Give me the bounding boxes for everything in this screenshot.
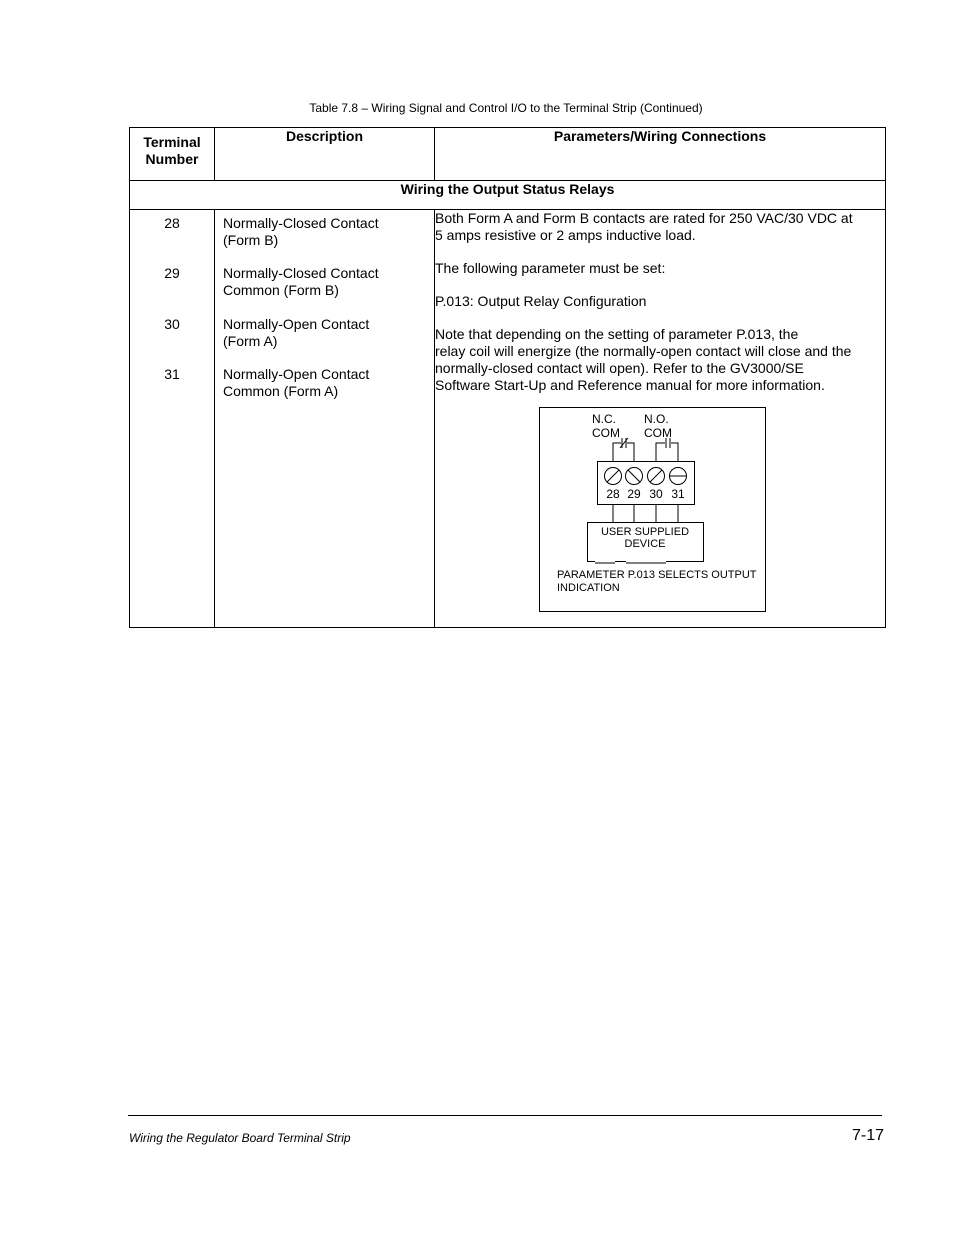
nc-com-label: COM	[592, 426, 620, 440]
header-parameters: Parameters/Wiring Connections	[435, 128, 886, 181]
description-line: Normally-Closed Contact	[223, 215, 379, 231]
description-line: Common (Form B)	[223, 282, 339, 298]
terminal-label-29: 29	[627, 487, 641, 501]
note-paragraph	[435, 326, 885, 394]
section-row	[130, 181, 886, 210]
device-internal-lines	[595, 562, 666, 564]
nc-label: N.C.	[592, 412, 616, 426]
text-line: normally-closed contact will open). Refer to the GV3000/SE	[435, 360, 804, 376]
header-row	[130, 128, 886, 181]
description-item	[223, 215, 423, 249]
table-caption: Table 7.8 – Wiring Signal and Control I/O to the Terminal Strip (Continued)	[309, 101, 703, 115]
description-line: (Form A)	[223, 333, 278, 349]
parameter-intro: The following parameter must be set:	[435, 260, 666, 276]
page-number: 7-17	[852, 1127, 885, 1144]
no-label: N.O.	[644, 412, 669, 426]
section-title: Wiring the Output Status Relays	[130, 181, 886, 210]
description-line: Common (Form A)	[223, 383, 339, 399]
description-line: (Form B)	[223, 232, 279, 248]
text-line: Both Form A and Form B contacts are rated for 250 VAC/30 VDC at	[435, 210, 853, 226]
relay-wiring-diagram	[539, 407, 766, 612]
parameter-name: P.013: Output Relay Configuration	[435, 293, 647, 309]
terminal-label-30: 30	[649, 487, 663, 501]
diagram-note-line1: PARAMETER P.013 SELECTS OUTPUT	[557, 569, 757, 581]
description-line: Normally-Closed Contact	[223, 265, 379, 281]
table-row	[130, 210, 886, 628]
terminal-number: 30	[164, 316, 180, 332]
footer-section-title: Wiring the Regulator Board Terminal Strip	[129, 1131, 351, 1145]
text-line: 5 amps resistive or 2 amps inductive load.	[435, 227, 696, 243]
device-label-line1: USER SUPPLIED	[600, 526, 690, 538]
terminal-number: 28	[164, 215, 180, 231]
footer-divider	[128, 1115, 882, 1116]
header-terminal-line2: Number	[145, 151, 199, 167]
device-label-line2: DEVICE	[624, 538, 666, 550]
description-line: Normally-Open Contact	[223, 366, 370, 382]
description-item	[223, 366, 423, 400]
header-description: Description	[215, 128, 435, 181]
description-cell	[215, 210, 435, 628]
description-item	[223, 316, 423, 350]
terminal-number: 29	[164, 265, 180, 281]
header-terminal-line1: Terminal	[143, 134, 201, 150]
diagram-note-line2: INDICATION	[557, 582, 620, 594]
terminal-label-28: 28	[606, 487, 620, 501]
text-line: relay coil will energize (the normally-open contact will close and the	[435, 343, 852, 359]
text-line: Software Start-Up and Reference manual for more information.	[435, 377, 825, 393]
wiring-table	[129, 127, 886, 628]
terminal-label-31: 31	[671, 487, 685, 501]
text-line: Note that depending on the setting of parameter P.013, the	[435, 326, 799, 342]
header-terminal-number	[130, 128, 215, 181]
no-com-label: COM	[644, 426, 672, 440]
terminal-number: 31	[164, 366, 180, 382]
description-line: Normally-Open Contact	[223, 316, 370, 332]
description-item	[223, 265, 423, 299]
rating-paragraph	[435, 210, 885, 244]
terminal-number-cell	[130, 210, 215, 628]
